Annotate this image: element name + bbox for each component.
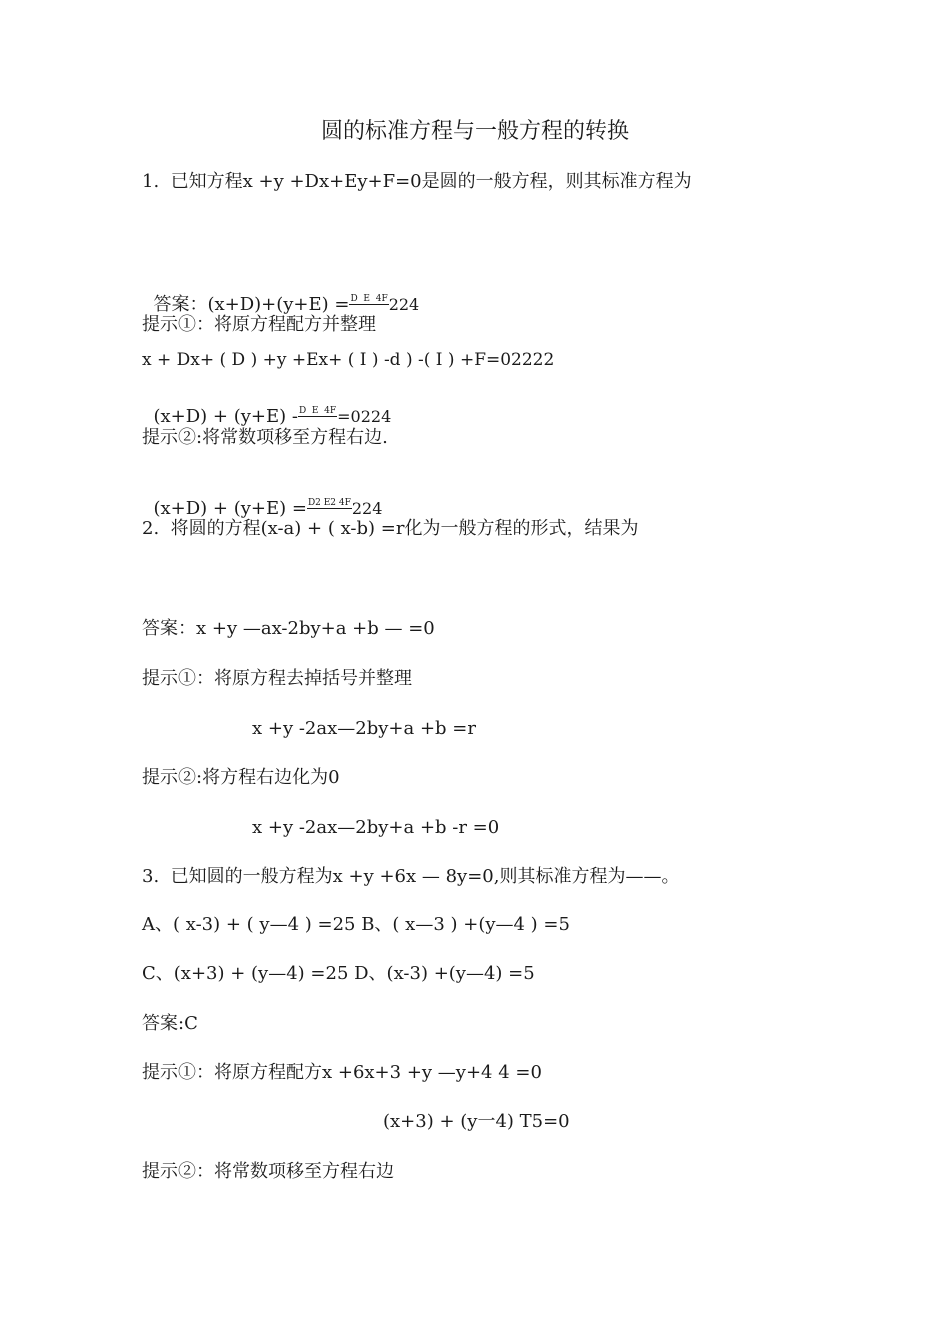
q3-hint1-line: (x+3) + (y一4) T5=0 — [383, 1111, 570, 1132]
q1-question: 1. 已知方程x +y +Dx+Ey+F=0是圆的一般方程，则其标准方程为 — [142, 171, 692, 192]
q2-hint1: 提示①：将原方程去掉括号并整理 — [142, 668, 412, 689]
q3-hint2: 提示②：将常数项移至方程右边 — [142, 1161, 394, 1182]
q1-answer-prefix: 答案：(x+D)+(y+E) = — [153, 294, 350, 315]
q1-hint1-line1: x + Dx+ ( D ) +y +Ex+ ( I ) -d ) -( I ) +F=02222 — [142, 350, 555, 370]
q2-hint2: 提示②:将方程右边化为0 — [142, 767, 340, 788]
q1-answer-suffix: 224 — [388, 295, 420, 314]
q1-hint1: 提示①：将原方程配方并整理 — [142, 314, 376, 335]
q1-hint2-line — [142, 476, 382, 520]
q2-hint2-line: x +y -2ax—2by+a +b -r =0 — [252, 817, 500, 838]
q1-hint1-line2-prefix: (x+D) + (y+E) - — [153, 406, 298, 427]
q1-hint2-line-prefix: (x+D) + (y+E) = — [153, 498, 307, 519]
q3-hint1: 提示①：将原方程配方x +6x+3 +y —y+4 4 =0 — [142, 1062, 542, 1083]
q3-answer: 答案:C — [142, 1013, 198, 1034]
q1-answer — [142, 272, 419, 316]
q2-hint1-line: x +y -2ax—2by+a +b =r — [252, 718, 476, 739]
page-title: 圆的标准方程与一般方程的转换 — [320, 119, 629, 144]
q1-hint1-line2 — [142, 384, 391, 428]
q2-question: 2. 将圆的方程(x-a) + ( x-b) =r化为一般方程的形式，结果为 — [142, 518, 639, 539]
q1-hint1-line2-fraction: D E 4F — [298, 406, 337, 416]
q1-answer-fraction: D E 4F — [350, 294, 388, 304]
q3-options-cd: C、(x+3) + (y—4) =25 D、(x-3) +(y—4) =5 — [142, 963, 535, 984]
q1-hint2-line-suffix: 224 — [351, 499, 383, 518]
q1-hint2: 提示②:将常数项移至方程右边. — [142, 427, 388, 448]
q2-answer: 答案：x +y —ax-2by+a +b — =0 — [142, 618, 435, 639]
q1-hint1-line2-suffix: =0224 — [337, 407, 392, 426]
q3-options-ab: A、( x-3) + ( y—4 ) =25 B、( x—3 ) +(y—4 ) =5 — [142, 914, 570, 935]
q1-hint2-line-fraction: D2 E2 4F — [307, 498, 351, 508]
q3-question: 3. 已知圆的一般方程为x +y +6x — 8y=0,则其标准方程为——。 — [142, 866, 680, 887]
